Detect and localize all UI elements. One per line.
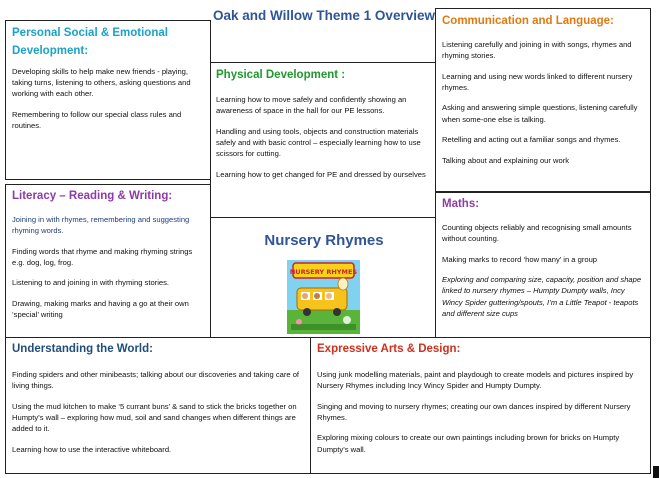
utw-paragraph: Learning how to use the interactive whiteboard.: [12, 444, 172, 454]
communication-paragraph: Listening carefully and joining in with songs, rhymes and rhyming stories.: [442, 39, 632, 61]
literacy-paragraph: Joining in with rhymes, remembering and suggesting rhyming words.: [12, 214, 190, 236]
ead-paragraph: Using junk modelling materials, paint and playdough to create models and pictures inspired by Nursery Rhymes including Incy Wincy Spider and Humpty Dumpty.: [317, 369, 634, 391]
communication-paragraph: Talking about and explaining our work: [442, 155, 570, 165]
ead-paragraph: Singing and moving to nursery rhymes; creating our own dances inspired by different Nursery Rhymes.: [317, 401, 631, 422]
maths-paragraph: Making marks to record ‘how many’ in a group: [442, 254, 598, 264]
cd-logo-text: NURSERY RHYMES: [289, 268, 358, 276]
utw-paragraph: Finding spiders and other minibeasts; talking about our discoveries and taking care of living things.: [12, 369, 300, 391]
literacy-paragraph: Listening to and joining in with rhyming stories.: [12, 278, 170, 288]
communication-box: [435, 8, 651, 192]
physical-heading: Physical Development :: [216, 69, 346, 81]
utw-paragraph: Using the mud kitchen to make ‘5 currant buns’ & sand to stick the bricks together on Humpty’s wall – exploring how mud, soil and sand changes when different things are added to it.: [12, 401, 297, 434]
maths-box: [435, 192, 651, 338]
utw-box: [5, 337, 311, 474]
literacy-heading: Literacy – Reading & Writing:: [12, 190, 173, 202]
physical-box: [210, 62, 436, 218]
communication-heading: Communication and Language:: [442, 15, 614, 27]
ead-box: [310, 337, 651, 474]
communication-paragraph: Learning and using new words linked to different nursery rhymes.: [442, 71, 633, 92]
physical-paragraph: Learning how to move safely and confidently showing an awareness of space in the hall for our PE lessons.: [216, 94, 407, 116]
page-edge-marker: [653, 466, 659, 478]
literacy-paragraph: Finding words that rhyme and making rhyming strings e.g. dog, log, frog.: [12, 246, 193, 267]
maths-paragraph: Exploring and comparing size, capacity, position and shape linked to nursery rhymes – Humpty Dumpty walls, Incy Wincy Spider guttering/spouts, I’m a Little Teapot - teapots and different size cups: [442, 274, 642, 319]
psed-box: [5, 20, 211, 180]
psed-paragraph: Developing skills to help make new friends - playing, taking turns, listening to others, asking questions and working with each other.: [12, 66, 191, 99]
maths-heading: Maths:: [442, 198, 480, 210]
ead-heading: Expressive Arts & Design:: [317, 343, 461, 355]
nursery-rhymes-cd-image: [287, 260, 360, 334]
ead-paragraph: Exploring mixing colours to create our own paintings including brown for bricks on Humpty Dumpty’s wall.: [317, 433, 620, 454]
page-title: Oak and Willow Theme 1 Overview: [213, 8, 435, 23]
physical-paragraph: Learning how to get changed for PE and dressed by ourselves: [216, 169, 426, 179]
communication-paragraph: Asking and answering simple questions, listening carefully when some-one else is talking.: [442, 103, 638, 124]
communication-paragraph: Retelling and acting out a familiar songs and rhymes.: [442, 135, 621, 145]
literacy-paragraph: Drawing, making marks and having a go at their own ‘special’ writing: [12, 298, 189, 320]
maths-paragraph: Counting objects reliably and recognising small amounts without counting.: [442, 222, 632, 244]
utw-heading: Understanding the World:: [12, 343, 153, 355]
psed-paragraph: Remembering to follow our special class rules and routines.: [12, 109, 182, 131]
psed-heading: Personal Social & Emotional Development:: [12, 27, 168, 57]
theme-title: Nursery Rhymes: [264, 232, 384, 249]
physical-paragraph: Handling and using tools, objects and construction materials safely and with basic control – especially learning how to use scissors for cutting.: [216, 126, 421, 159]
literacy-box: [5, 184, 211, 338]
